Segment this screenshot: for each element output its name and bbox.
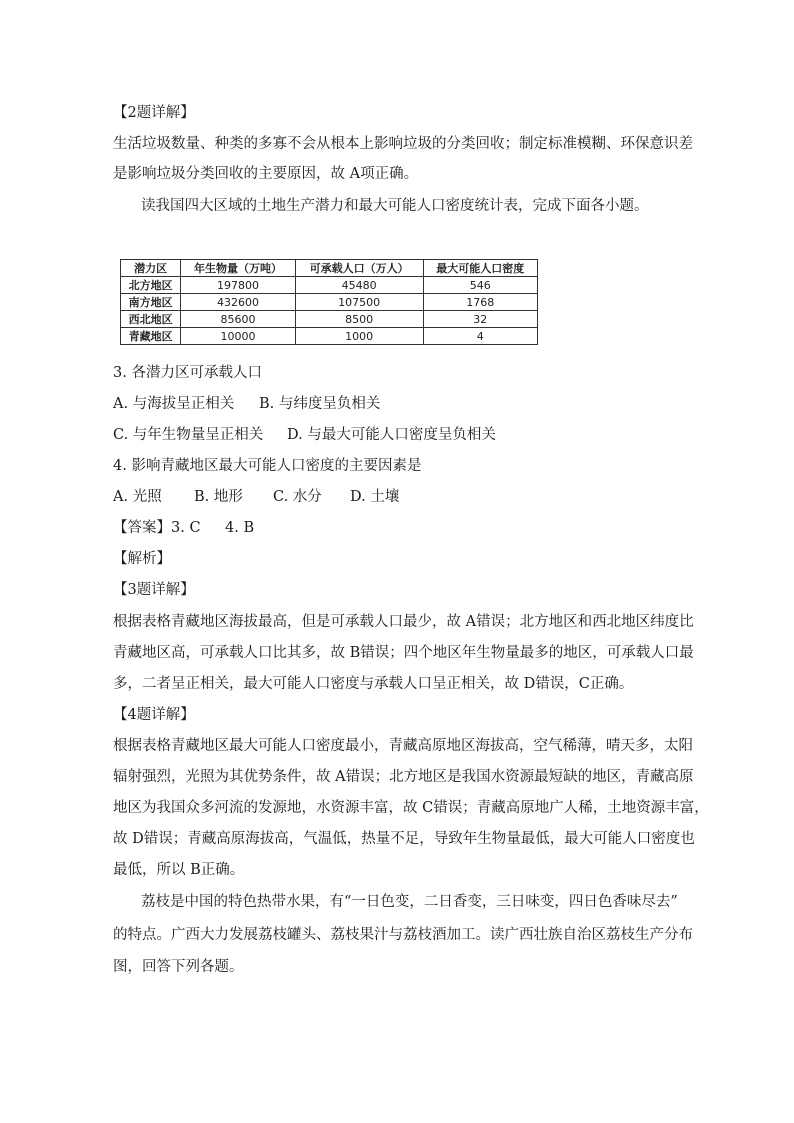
q4-option-d: D. 土壤	[350, 489, 400, 505]
q3-option-d: D. 与最大可能人口密度呈负相关	[287, 427, 496, 443]
answer-second: 4. B	[225, 520, 255, 536]
table-cell: 南方地区	[121, 294, 181, 311]
q3-option-a: A. 与海拔呈正相关	[113, 396, 235, 412]
q3-detail-line-3: 多，二者呈正相关，最大可能人口密度与承载人口呈正相关，故 D错误，C正确。	[113, 676, 634, 692]
table-cell: 北方地区	[121, 277, 181, 294]
table-cell: 197800	[181, 277, 295, 294]
q2-detail-line-1: 生活垃圾数量、种类的多寡不会从根本上影响垃圾的分类回收；制定标准模糊、环保意识差	[113, 136, 693, 152]
table-header: 年生物量（万吨）	[181, 260, 295, 277]
q4-detail-heading: 【4题详解】	[113, 707, 195, 723]
table-cell: 8500	[295, 311, 423, 328]
table-cell: 青藏地区	[121, 328, 181, 345]
q3-option-c: C. 与年生物量呈正相关	[113, 427, 264, 443]
q4-stem: 4. 影响青藏地区最大可能人口密度的主要因素是	[113, 458, 422, 474]
analysis-heading: 【解析】	[113, 551, 171, 567]
q3-detail-heading: 【3题详解】	[113, 582, 195, 598]
table-cell: 1768	[423, 294, 537, 311]
q3-options-row-1	[113, 394, 380, 414]
table-cell: 45480	[295, 277, 423, 294]
table-row	[121, 294, 538, 311]
q4-detail-line-4: 故 D错误；青藏高原海拔高，气温低，热量不足，导致年生物量最低，最大可能人口密度也	[113, 831, 695, 847]
q2-detail-line-2: 是影响垃圾分类回收的主要原因，故 A项正确。	[113, 166, 419, 182]
table-cell: 546	[423, 277, 537, 294]
q4-option-b: B. 地形	[194, 489, 243, 505]
table-cell: 432600	[181, 294, 295, 311]
q4-option-c: C. 水分	[273, 489, 322, 505]
q4-detail-line-2: 辐射强烈，光照为其优势条件，故 A错误；北方地区是我国水资源最短缺的地区，青藏高原	[113, 769, 694, 785]
q4-detail-line-1: 根据表格青藏地区最大可能人口密度最小，青藏高原地区海拔高，空气稀薄，晴天多，太阳	[113, 738, 693, 754]
q4-detail-line-3: 地区为我国众多河流的发源地，水资源丰富，故 C错误；青藏高原地广人稀，土地资源丰富，	[113, 800, 709, 816]
q3-option-b: B. 与纬度呈负相关	[259, 396, 381, 412]
table-header: 最大可能人口密度	[423, 260, 537, 277]
table-cell: 4	[423, 328, 537, 345]
table-cell: 107500	[295, 294, 423, 311]
answer-label: 【答案】3. C	[113, 520, 201, 536]
table-header: 潜力区	[121, 260, 181, 277]
table-row	[121, 311, 538, 328]
table-row	[121, 277, 538, 294]
table-header: 可承载人口（万人）	[295, 260, 423, 277]
intro-text: 读我国四大区域的土地生产潜力和最大可能人口密度统计表，完成下面各小题。	[141, 198, 649, 214]
table-cell: 西北地区	[121, 311, 181, 328]
lychee-line-2: 的特点。广西大力发展荔枝罐头、荔枝果汁与荔枝酒加工。读广西壮族自治区荔枝生产分布	[113, 927, 693, 943]
q4-option-a: A. 光照	[113, 489, 162, 505]
q3-detail-line-1: 根据表格青藏地区海拔最高，但是可承载人口最少，故 A错误；北方地区和西北地区纬度比	[113, 614, 694, 630]
q3-detail-line-2: 青藏地区高，可承载人口比其多，故 B错误；四个地区年生物量最多的地区，可承载人口最	[113, 645, 694, 661]
lychee-line-1: 荔枝是中国的特色热带水果，有“一日色变，二日香变，三日味变，四日色香味尽去”	[141, 894, 678, 910]
table-row	[121, 328, 538, 345]
data-table	[120, 259, 538, 345]
lychee-line-3: 图，回答下列各题。	[113, 959, 244, 975]
q4-detail-line-5: 最低，所以 B正确。	[113, 862, 245, 878]
table-header-row	[121, 260, 538, 277]
q3-stem: 3. 各潜力区可承载人口	[113, 365, 262, 381]
q4-options-row	[113, 487, 399, 507]
q3-options-row-2	[113, 425, 496, 445]
table-cell: 85600	[181, 311, 295, 328]
table-cell: 32	[423, 311, 537, 328]
answer-line	[113, 518, 254, 538]
table-cell: 1000	[295, 328, 423, 345]
q2-detail-heading: 【2题详解】	[113, 105, 195, 121]
table-cell: 10000	[181, 328, 295, 345]
